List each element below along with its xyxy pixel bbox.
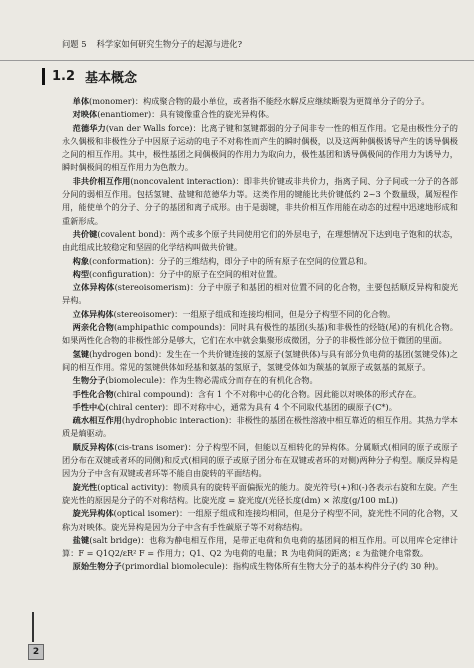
glossary-entry — [62, 481, 458, 508]
glossary-definition: (salt bridge)：也称为静电相互作用，是带正电荷和负电荷的基团间的相互作用。可以用库仑定律计算：F = Q1Q2/εR² F = 作用力；Q1、Q2 为电荷的电量；R 为电荷间的距离；ε 为盐键介电常数。 — [62, 534, 458, 559]
glossary-term: 手性化合物 — [72, 388, 114, 399]
glossary-definition: (noncovalent interaction)：即非共价键或非共价力，指离子间、分子间或一分子的各部分间的弱相互作用。包括氢键、盐键和范德华力等。这类作用的键能比共价键低约 2~3 个数量级，属短程作用，能使单个的分子、分子的基团和离子成形。由于是弱键，非共价相互作用能在动态的过程中迅速地形成和重新形成。 — [62, 175, 458, 226]
glossary-term: 两亲化合物 — [72, 322, 114, 333]
glossary-entry — [62, 560, 458, 573]
glossary-definition: (cis-trans isomer)：分子构型不同，但能以互相转化的异构体。分属顺式(相同的原子或原子团分布在双键或者环的同侧)和反式(相同的原子或原子团分布在双键或者环的对侧)两种分子构型。顺反异构是因为分子中含有双键或者环等不能自由旋转的平面结构。 — [62, 441, 458, 479]
glossary-term: 生物分子 — [72, 375, 106, 386]
glossary-entry — [62, 348, 458, 375]
section-heading — [42, 66, 137, 86]
glossary-entry — [62, 108, 458, 121]
glossary-term: 对映体 — [72, 109, 98, 120]
glossary-definition: (chiral compound)：含有 1 个不对称中心的化合物。因此能以对映体的形式存在。 — [113, 388, 422, 399]
glossary-definition: (stereoisomer)：一组原子组成和连接均相同，但是分子构型不同的化合物。 — [113, 308, 396, 319]
glossary-term: 立体异构体 — [72, 308, 114, 319]
page-number: 2 — [28, 644, 44, 660]
header-divider — [0, 60, 474, 61]
glossary-entry — [62, 122, 458, 175]
glossary-entry — [62, 255, 458, 268]
glossary-entry — [62, 374, 458, 387]
question-number: 问题 5 — [62, 39, 87, 49]
glossary-term: 氢键 — [72, 348, 90, 359]
glossary-term: 共价键 — [72, 228, 98, 239]
glossary-entry — [62, 321, 458, 348]
glossary-term: 构型 — [72, 268, 90, 279]
glossary-definition: (covalent bond)：两个或多个原子共同使用它们的外层电子，在理想情况下达到电子饱和的状态，由此组成比较稳定和坚固的化学结构叫做共价键。 — [62, 228, 458, 253]
section-marker-bar — [42, 68, 45, 85]
glossary-definition: (van der Walls force)：比离子键和氢键都弱的分子间非专一性的相互作用。它是由极性分子的永久偶极和非极性分子中因原子运动的电子不对称性而产生的瞬时偶极，以及这两种偶极诱导产生的诱导偶极之间的相互作用。其中，极性基团之间偶极间的作用力为取向力，极性基团和诱导偶极间的作用力为诱导力，瞬时偶极间的相互作用力为色散力。 — [62, 122, 458, 173]
glossary-entry — [62, 534, 458, 561]
glossary-entry — [62, 268, 458, 281]
glossary-entry — [62, 175, 458, 228]
question-text: 科学家如何研究生物分子的起源与进化? — [96, 39, 243, 49]
glossary-term: 非共价相互作用 — [72, 175, 131, 186]
glossary-term: 原始生物分子 — [72, 561, 122, 572]
glossary-definition: (biomolecule)：作为生物必需成分而存在的有机化合物。 — [105, 375, 318, 386]
glossary-term: 单体 — [72, 96, 90, 106]
glossary-term: 构象 — [72, 255, 90, 266]
glossary-definition: (hydrogen bond)：发生在一个共价键连接的氢原子(氢键供体)与具有部分负电荷的基团(氢键受体)之间的相互作用。常见的氢键供体如羟基和氨基的氢原子，氢键受体如为羰基的氧原子或氨基的氮原子。 — [62, 348, 458, 372]
glossary-term: 立体异构体 — [72, 282, 115, 293]
glossary-definition: (hydrophobic interaction)：非极性的基团在极性溶液中相互靠近的相互作用。其热力学本质是熵驱动。 — [62, 415, 458, 439]
glossary-term: 盐键 — [72, 534, 90, 545]
glossary-term: 旋光异构体 — [72, 508, 114, 519]
glossary-definition: (stereoisomerism)：分子中原子和基团的相对位置不同的化合物，主要包括顺反异构和旋光异构。 — [62, 282, 458, 306]
glossary-term: 疏水相互作用 — [72, 415, 122, 426]
glossary-term: 顺反异构体 — [72, 441, 115, 452]
section-title: 基本概念 — [85, 70, 138, 86]
glossary-definition: (configuration)：分子中的原子在空间的相对位置。 — [89, 268, 283, 279]
glossary-term: 旋光性 — [72, 481, 98, 492]
glossary-definition: (amphipathic compounds)：同时具有极性的基团(头基)和非极性的烃链(尾)的有机化合物。如果两性化合物的非极性部分是够大，它们在水中就会集聚形成微团，分子的非极性部分位于微团的里面。 — [62, 322, 458, 346]
section-number: 1.2 — [52, 68, 76, 84]
glossary-entry — [62, 281, 458, 308]
review-question — [62, 38, 462, 50]
glossary-entry — [62, 507, 458, 534]
glossary-definition: (chiral center)：即不对称中心，通常为具有 4 个不同取代基团的碳原子(C*)。 — [105, 401, 397, 412]
glossary-entry — [62, 401, 458, 414]
glossary-definition: (conformation)：分子的三维结构，即分子中的所有原子在空间的位置总和。 — [89, 255, 372, 266]
glossary-entry — [62, 228, 458, 255]
glossary-entry — [62, 388, 458, 401]
glossary-term: 手性中心 — [72, 401, 106, 412]
glossary-body — [62, 95, 458, 574]
glossary-entry — [62, 414, 458, 441]
glossary-definition: (enantiomer)：具有镜像重合性的旋光异构体。 — [97, 109, 275, 120]
glossary-entry — [62, 441, 458, 481]
glossary-term: 范德华力 — [72, 122, 106, 133]
glossary-definition: (optical activity)：物质具有的旋转平面偏振光的能力。旋光符号(+)和(-)各表示右旋和左旋。产生旋光性的原因是分子的不对称结构。比旋光度 = 旋光度/(光径长度(dm) × 浓度(g/100 mL)) — [62, 481, 458, 505]
glossary-definition: (monomer)：构成聚合物的最小单位，或者指不能经水解反应继续断裂为更简单分子的分子。 — [89, 96, 430, 106]
glossary-definition: (primordial biomolecule)：指构成生物体所有生物大分子的基本构件分子(约 30 种)。 — [121, 561, 444, 572]
glossary-entry — [62, 95, 458, 108]
margin-bar — [32, 612, 34, 642]
glossary-definition: (optical isomer)：一组原子组成和连接均相同，但是分子构型不同，旋光性不同的化合物，又称为对映体。旋光异构是因为分子中含有手性碳原子等不对称结构。 — [62, 508, 458, 532]
glossary-entry — [62, 308, 458, 321]
